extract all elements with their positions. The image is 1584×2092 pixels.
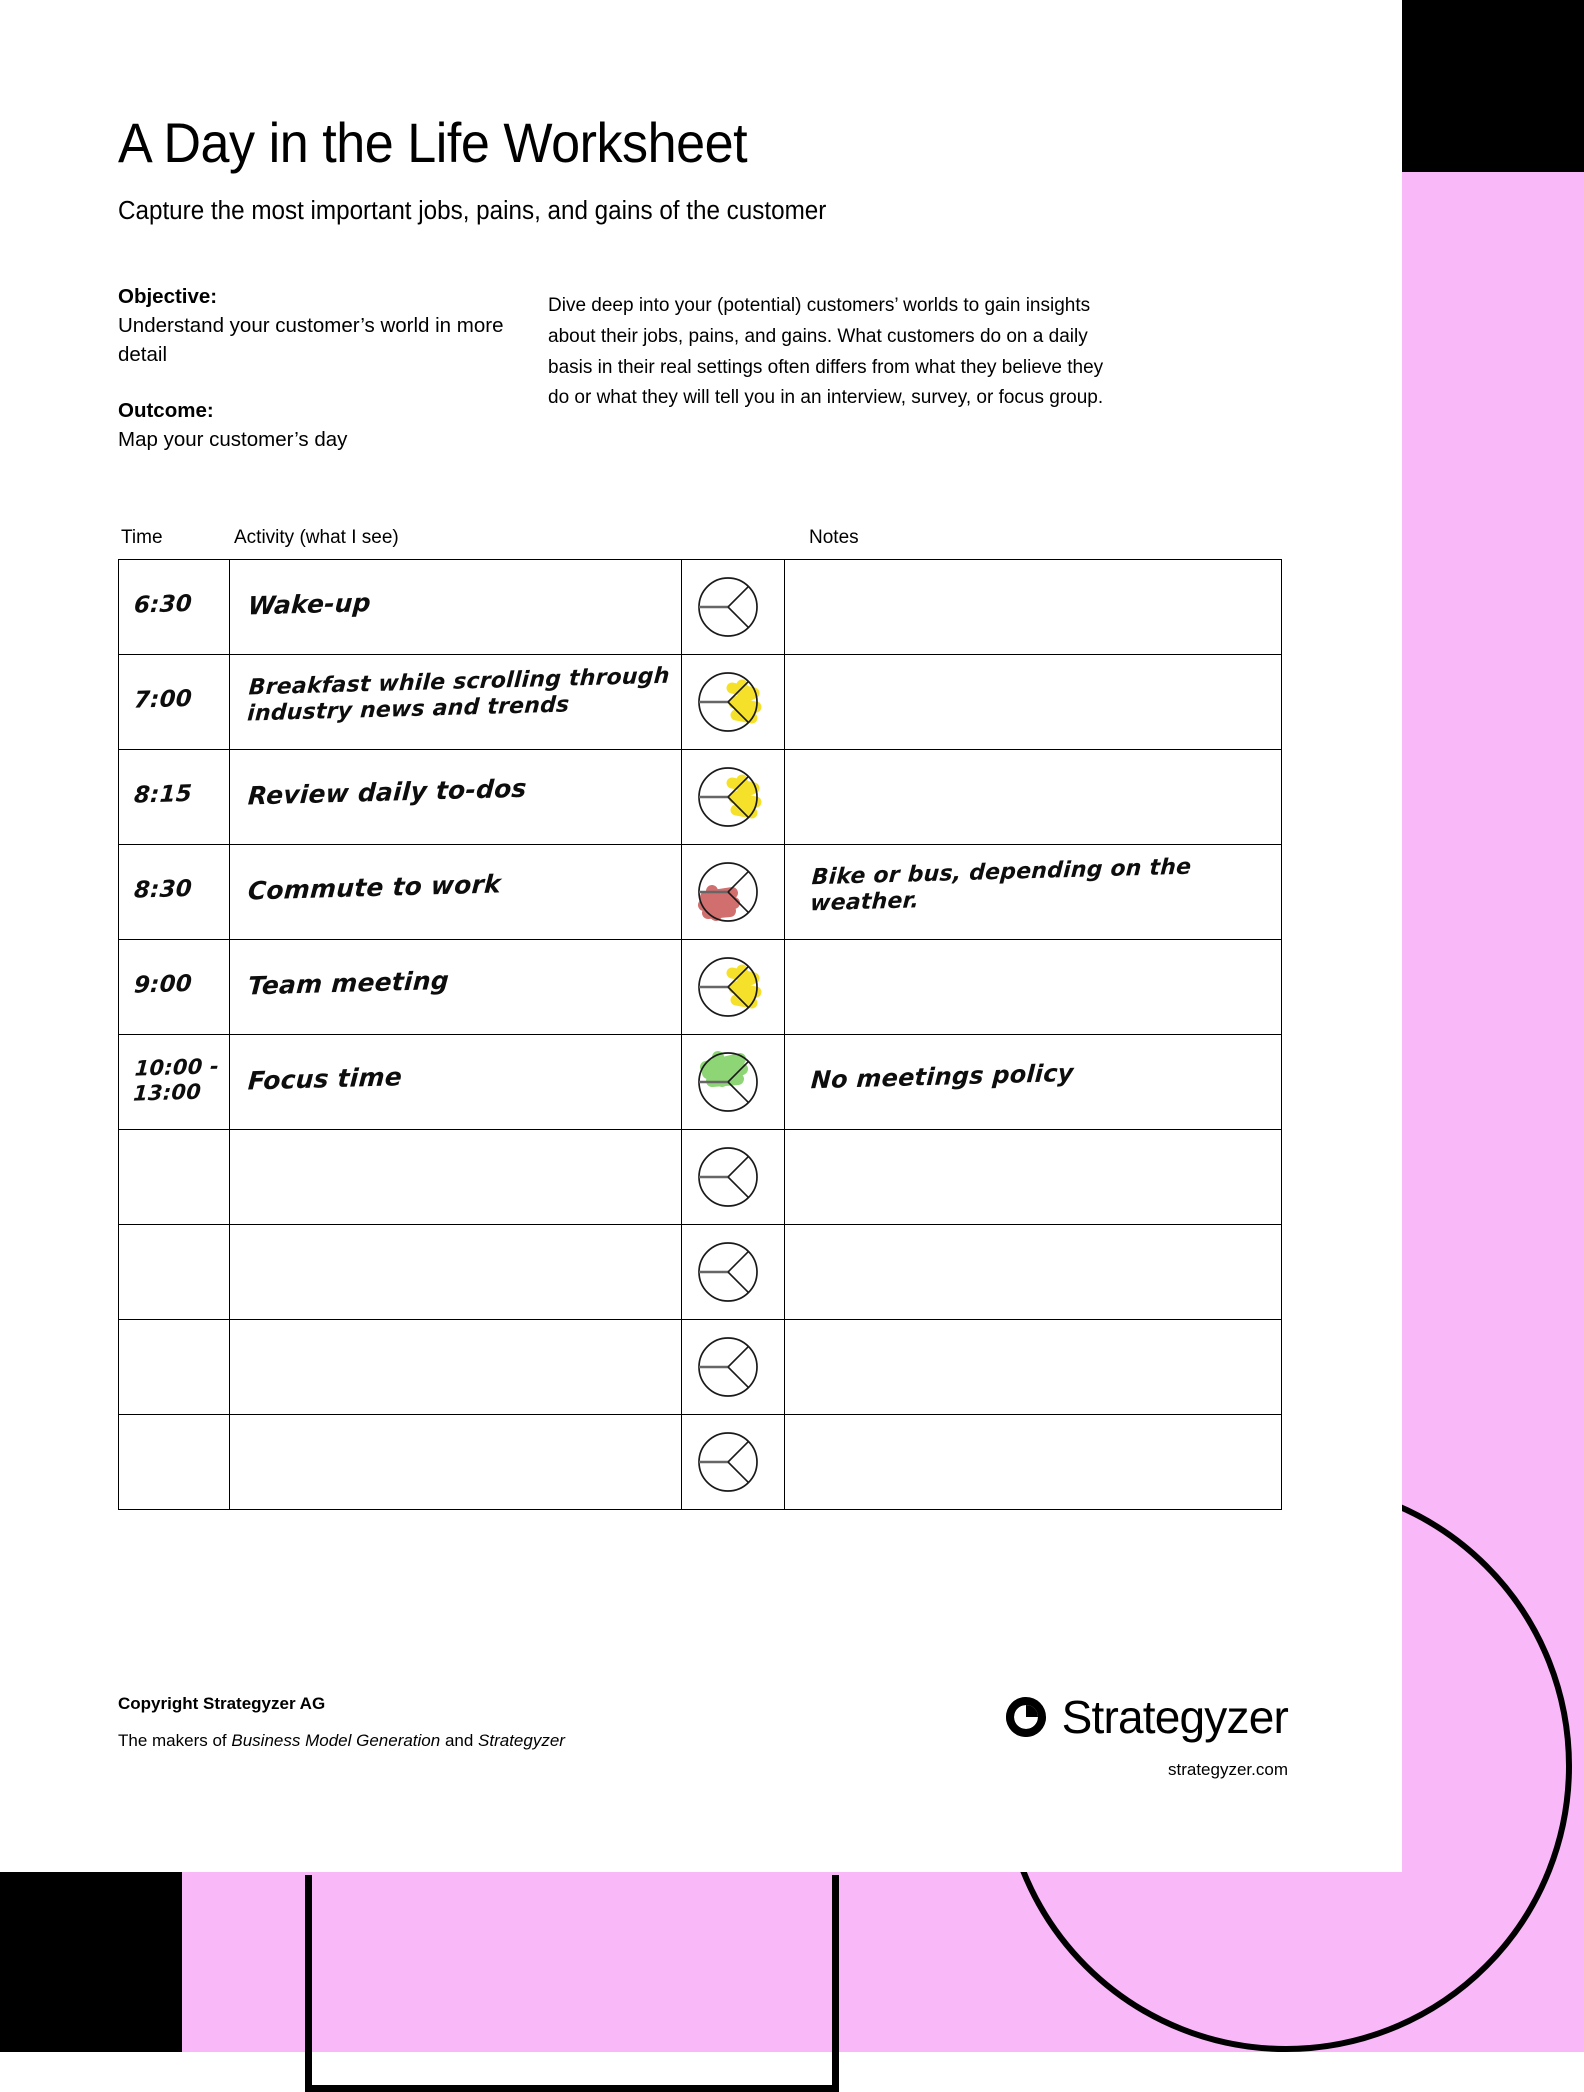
table-row <box>119 1319 1282 1414</box>
pie-segments-icon[interactable] <box>682 655 775 749</box>
table-body <box>119 559 1282 1509</box>
time-value: 6:30 <box>133 590 193 619</box>
cell-time[interactable] <box>119 654 230 749</box>
pie-segments-icon[interactable] <box>682 1415 775 1509</box>
cell-notes[interactable] <box>785 1129 1282 1224</box>
cell-notes[interactable] <box>785 749 1282 844</box>
cell-time[interactable] <box>119 1034 230 1129</box>
cell-notes[interactable] <box>785 1034 1282 1129</box>
cell-activity[interactable] <box>229 1034 682 1129</box>
pie-segments-icon[interactable] <box>682 845 775 939</box>
worksheet-content <box>118 0 1288 1510</box>
pie-segments-icon[interactable] <box>682 940 775 1034</box>
cell-mood-pie[interactable] <box>682 559 785 654</box>
table-row <box>119 1224 1282 1319</box>
table-column-headers <box>118 527 1288 549</box>
cell-mood-pie[interactable] <box>682 1319 785 1414</box>
table-row <box>119 654 1282 749</box>
objective-label: Objective: <box>118 285 218 308</box>
makers-prefix: The makers of <box>118 1731 232 1750</box>
black-corner-top-right <box>1402 0 1584 172</box>
cell-mood-pie[interactable] <box>682 844 785 939</box>
cell-activity[interactable] <box>229 654 682 749</box>
description-block <box>548 282 1128 455</box>
activity-value: Focus time <box>246 1061 403 1096</box>
outcome-text: Map your customer’s day <box>118 428 348 452</box>
activity-value: Review daily to-dos <box>246 773 528 811</box>
outcome-label: Outcome: <box>118 399 214 423</box>
time-value: 8:30 <box>133 875 193 904</box>
footer-right <box>1004 1690 1288 1780</box>
table-row <box>119 844 1282 939</box>
cell-notes[interactable] <box>785 1224 1282 1319</box>
footer <box>118 1690 1288 1780</box>
time-value: 9:00 <box>133 970 193 999</box>
pie-segments-icon[interactable] <box>682 1320 775 1414</box>
meta-section <box>118 282 1288 455</box>
pie-segments-icon[interactable] <box>682 750 775 844</box>
cell-mood-pie[interactable] <box>682 1129 785 1224</box>
copyright-text: Copyright Strategyzer AG <box>118 1694 326 1713</box>
cell-notes[interactable] <box>785 939 1282 1034</box>
cell-mood-pie[interactable] <box>682 939 785 1034</box>
makers-text <box>118 1731 565 1751</box>
description-text: Dive deep into your (potential) customers’ worlds to gain insights about their jobs, pains, and gains. What customers do on a daily basis in their real settings often differs from what they believe they do or what they will tell you in an interview, survey, or focus group. <box>548 295 1104 409</box>
black-corner-bottom-left <box>0 1872 182 2052</box>
cell-notes[interactable] <box>785 844 1282 939</box>
cell-time[interactable] <box>119 749 230 844</box>
page-title: A Day in the Life Worksheet <box>118 111 748 174</box>
cell-activity[interactable] <box>229 559 682 654</box>
cell-time[interactable] <box>119 844 230 939</box>
time-value: 8:15 <box>133 780 193 809</box>
makers-book-title: Business Model Generation <box>231 1731 441 1750</box>
pie-segments-icon[interactable] <box>682 1130 775 1224</box>
makers-and: and <box>440 1731 479 1750</box>
cell-activity[interactable] <box>229 1319 682 1414</box>
cell-notes[interactable] <box>785 1319 1282 1414</box>
cell-time[interactable] <box>119 939 230 1034</box>
activity-value: Commute to work <box>246 869 502 906</box>
decorative-square-outline <box>305 1875 839 2092</box>
day-in-the-life-table <box>118 559 1282 1510</box>
time-value: 10:00 - 13:00 <box>132 1053 220 1106</box>
cell-notes[interactable] <box>785 654 1282 749</box>
website-url: strategyzer.com <box>1168 1760 1288 1779</box>
cell-time[interactable] <box>119 1224 230 1319</box>
table-row <box>119 749 1282 844</box>
brand-logo <box>1004 1690 1288 1744</box>
cell-mood-pie[interactable] <box>682 654 785 749</box>
makers-brand-title: Strategyzer <box>478 1731 565 1750</box>
footer-left <box>118 1690 565 1751</box>
brand-name: Strategyzer <box>1061 1691 1288 1743</box>
strategyzer-mark-icon <box>1004 1695 1048 1739</box>
cell-activity[interactable] <box>229 939 682 1034</box>
table-row <box>119 1034 1282 1129</box>
objective-text: Understand your customer’s world in more detail <box>118 314 504 367</box>
column-header-notes: Notes <box>809 526 859 548</box>
table-row <box>119 559 1282 654</box>
cell-mood-pie[interactable] <box>682 1034 785 1129</box>
cell-activity[interactable] <box>229 749 682 844</box>
cell-time[interactable] <box>119 1319 230 1414</box>
cell-mood-pie[interactable] <box>682 749 785 844</box>
cell-notes[interactable] <box>785 559 1282 654</box>
meta-spacer <box>118 369 548 396</box>
cell-notes[interactable] <box>785 1414 1282 1509</box>
table-row <box>119 939 1282 1034</box>
table-row <box>119 1414 1282 1509</box>
column-header-activity: Activity (what I see) <box>234 526 399 548</box>
pie-segments-icon[interactable] <box>682 1225 775 1319</box>
cell-time[interactable] <box>119 1414 230 1509</box>
cell-mood-pie[interactable] <box>682 1414 785 1509</box>
cell-mood-pie[interactable] <box>682 1224 785 1319</box>
notes-value: Bike or bus, depending on the weather. <box>809 854 1193 916</box>
page-subtitle: Capture the most important jobs, pains, and gains of the customer <box>118 197 827 225</box>
cell-activity[interactable] <box>229 844 682 939</box>
activity-value: Team meeting <box>246 965 450 1001</box>
time-value: 7:00 <box>133 685 193 714</box>
cell-time[interactable] <box>119 559 230 654</box>
cell-activity[interactable] <box>229 1129 682 1224</box>
table-row <box>119 1129 1282 1224</box>
cell-activity[interactable] <box>229 1224 682 1319</box>
cell-time[interactable] <box>119 1129 230 1224</box>
column-header-time: Time <box>121 526 163 548</box>
notes-value: No meetings policy <box>810 1059 1075 1095</box>
pie-segments-icon[interactable] <box>682 1035 775 1129</box>
objective-outcome-block <box>118 282 548 455</box>
pie-segments-icon[interactable] <box>682 560 775 654</box>
cell-activity[interactable] <box>229 1414 682 1509</box>
activity-value: Breakfast while scrolling through industry news and trends <box>246 663 671 727</box>
activity-value: Wake-up <box>246 587 372 621</box>
